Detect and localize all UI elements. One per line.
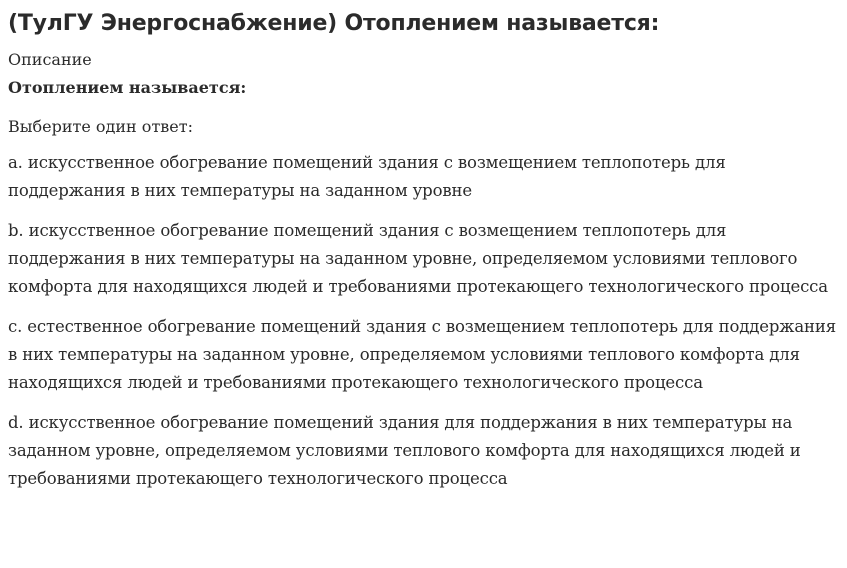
answer-option-b: b. искусственное обогревание помещений здания с возмещением теплопотерь для поддержания в них температуры на заданном уровне, определяемом условиями теплового комфорта для находящихся людей и требованиями протекающего технологического процесса [8, 221, 828, 296]
answer-option-d: d. искусственное обогревание помещений здания для поддержания в них температуры на заданном уровне, определяемом условиями теплового комфорта для находящихся людей и требованиями протекающего технологического процесса [8, 413, 801, 488]
question-text: Отоплением называется: [8, 78, 247, 97]
description-label: Описание [8, 50, 92, 69]
page-title: (ТулГУ Энергоснабжение) Отоплением называется: [8, 11, 660, 36]
answer-option-c: c. естественное обогревание помещений здания с возмещением теплопотерь для поддержания в них температуры на заданном уровне, определяемом условиями теплового комфорта для находящихся людей и требованиями протекающего технологического процесса [8, 317, 836, 392]
answer-prompt: Выберите один ответ: [8, 117, 194, 136]
answer-list [8, 149, 847, 493]
answer-option-a: a. искусственное обогревание помещений здания с возмещением теплопотерь для поддержания в них температуры на заданном уровне [8, 153, 726, 200]
